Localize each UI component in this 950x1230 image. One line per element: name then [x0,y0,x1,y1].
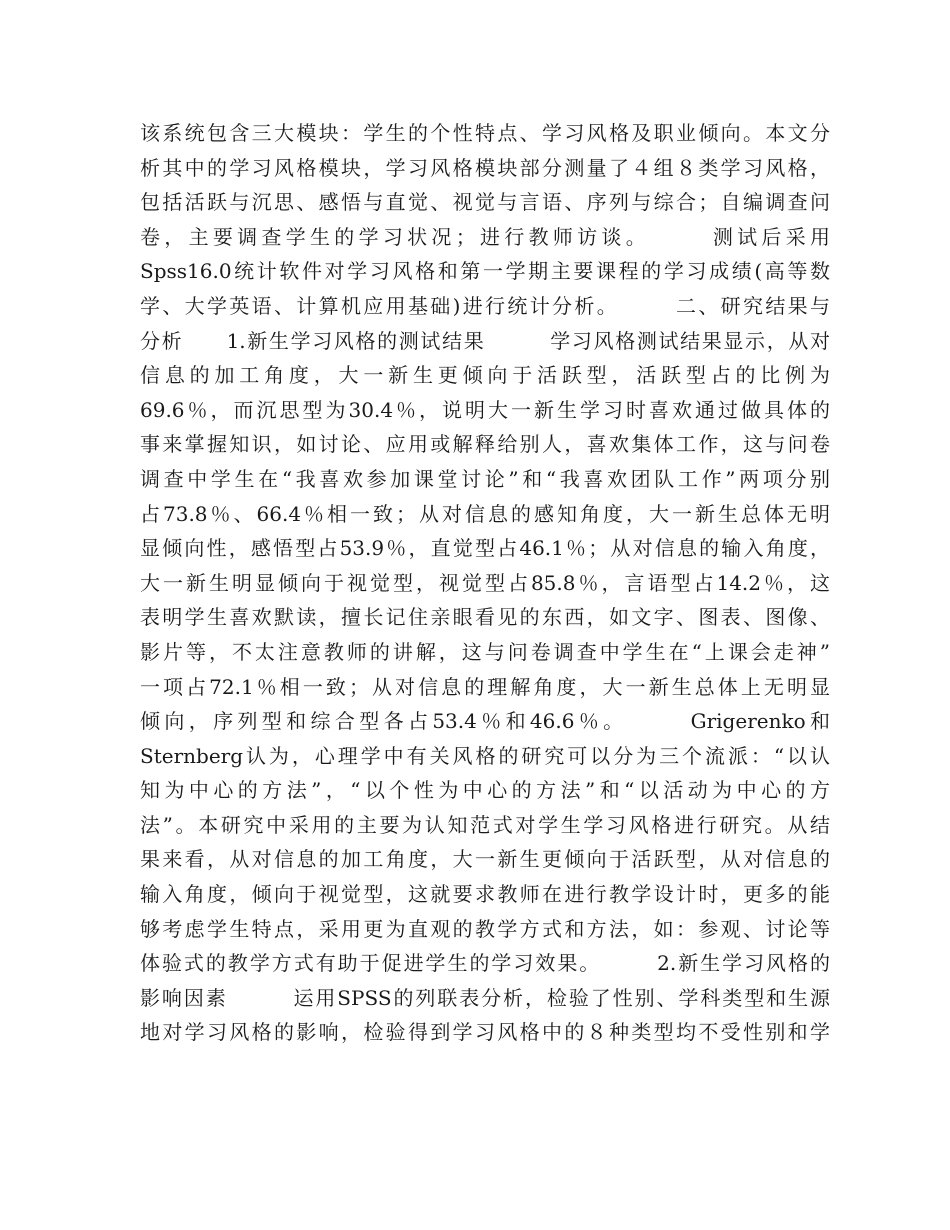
text-line: 表明学生喜欢默读，擅长记住亲眼看见的东西，如文字、图表、图像、 [140,605,830,630]
text-line: 体验式的教学方式有助于促进学生的学习效果。 2.新生学习风格的 [140,951,830,976]
text-line: 影片等，不太注意教师的讲解，这与问卷调查中学生在“上课会走神” [140,639,830,664]
text-line: 69.6％，而沉思型为30.4％，说明大一新生学习时喜欢通过做具体的 [140,397,830,422]
text-line: Sternberg认为，心理学中有关风格的研究可以分为三个流派：“以认 [140,743,830,768]
text-line: 卷，主要调查学生的学习状况；进行教师访谈。 测试后采用 [140,224,830,249]
text-line: 调查中学生在“我喜欢参加课堂讨论”和“我喜欢团队工作”两项分别 [140,466,830,491]
text-line: 事来掌握知识，如讨论、应用或解释给别人，喜欢集体工作，这与问卷 [140,432,830,457]
text-line: 一项占72.1％相一致；从对信息的理解角度，大一新生总体上无明显 [140,674,830,699]
text-line: 知为中心的方法”，“以个性为中心的方法”和“以活动为中心的方 [140,778,830,803]
text-line: 输入角度，倾向于视觉型，这就要求教师在进行教学设计时，更多的能 [140,882,830,907]
text-line: 该系统包含三大模块：学生的个性特点、学习风格及职业倾向。本文分 [140,121,830,145]
text-line: Spss16.0统计软件对学习风格和第一学期主要课程的学习成绩(高等数 [140,259,830,284]
text-line: 影响因素 运用SPSS的列联表分析，检验了性别、学科类型和生源 [140,985,830,1010]
text-line: 析其中的学习风格模块，学习风格模块部分测量了４组８类学习风格， [140,155,830,180]
text-line: 倾向，序列型和综合型各占53.4％和46.6％。 Grigerenko和 [140,709,830,734]
text-line: 法”。本研究中采用的主要为认知范式对学生学习风格进行研究。从结 [140,812,830,837]
text-line: 占73.8％、66.4％相一致；从对信息的感知角度，大一新生总体无明 [140,501,830,526]
text-line: 果来看，从对信息的加工角度，大一新生更倾向于活跃型，从对信息的 [140,847,830,872]
body-text [140,116,830,1050]
text-line: 显倾向性，感悟型占53.9％，直觉型占46.1％；从对信息的输入角度， [140,536,830,561]
text-line: 信息的加工角度，大一新生更倾向于活跃型，活跃型占的比例为 [140,363,830,388]
text-line: 包括活跃与沉思、感悟与直觉、视觉与言语、序列与综合；自编调查问 [140,190,830,215]
text-line: 学、大学英语、计算机应用基础)进行统计分析。 二、研究结果与 [140,293,830,318]
text-line: 够考虑学生特点，采用更为直观的教学方式和方法，如：参观、讨论等 [140,916,830,941]
text-line: 分析 1.新生学习风格的测试结果 学习风格测试结果显示，从对 [140,328,830,353]
text-line: 地对学习风格的影响，检验得到学习风格中的８种类型均不受性别和学 [140,1020,830,1045]
text-line: 大一新生明显倾向于视觉型，视觉型占85.8％，言语型占14.2％，这 [140,570,830,595]
